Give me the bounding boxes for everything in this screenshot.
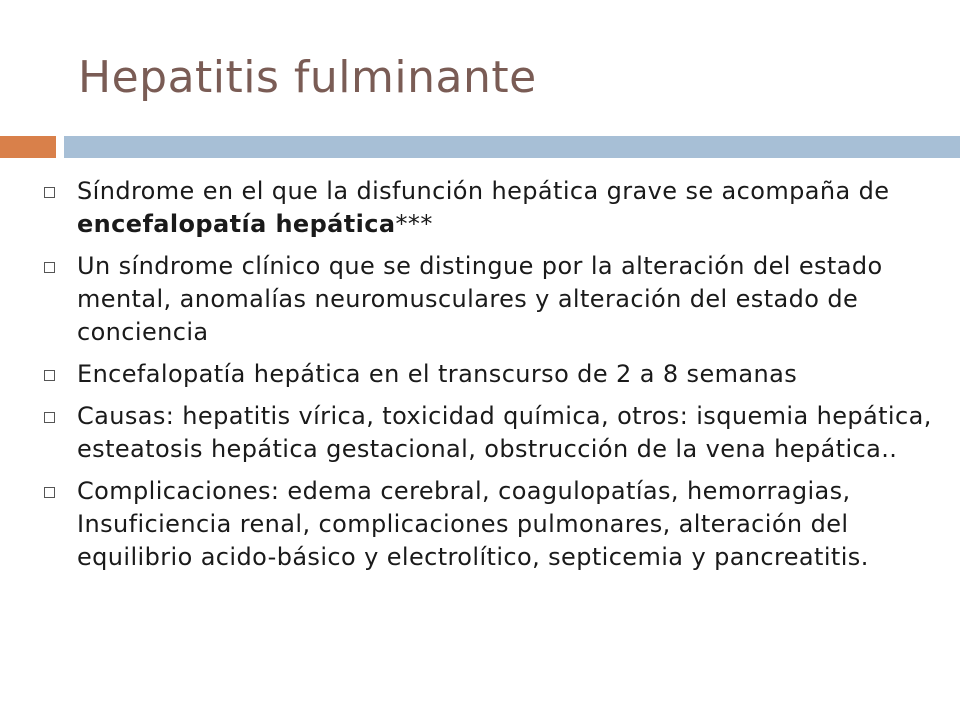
bullet-item [44, 250, 944, 349]
header-bar [64, 136, 960, 158]
bullet-text: Complicaciones: edema cerebral, coagulopatías, hemorragias, Insuficiencia renal, complicaciones pulmonares, alteración del equilibrio acido-básico y electrolítico, septicemia y pancreatitis. [77, 477, 869, 571]
bullet-item [44, 475, 944, 574]
bullet-text-pre: Síndrome en el que la disfunción hepática grave se acompaña de [77, 177, 890, 205]
bullet-text: Encefalopatía hepática en el transcurso de 2 a 8 semanas [77, 360, 798, 388]
bullet-text: Un síndrome clínico que se distingue por la alteración del estado mental, anomalías neuromusculares y alteración del estado de conciencia [77, 252, 883, 346]
bullet-text-post: *** [395, 210, 433, 238]
slide-title: Hepatitis fulminante [78, 52, 537, 103]
square-bullet-icon [44, 412, 55, 423]
square-bullet-icon [44, 370, 55, 381]
square-bullet-icon [44, 262, 55, 273]
bullet-item [44, 358, 944, 391]
bullet-text: Causas: hepatitis vírica, toxicidad química, otros: isquemia hepática, esteatosis hepática gestacional, obstrucción de la vena hepática.. [77, 402, 932, 463]
bullet-text-bold: encefalopatía hepática [77, 210, 396, 238]
accent-bar [0, 136, 56, 158]
square-bullet-icon [44, 487, 55, 498]
bullet-item [44, 175, 944, 241]
square-bullet-icon [44, 187, 55, 198]
bullet-item [44, 400, 944, 466]
bullet-list [44, 175, 944, 583]
